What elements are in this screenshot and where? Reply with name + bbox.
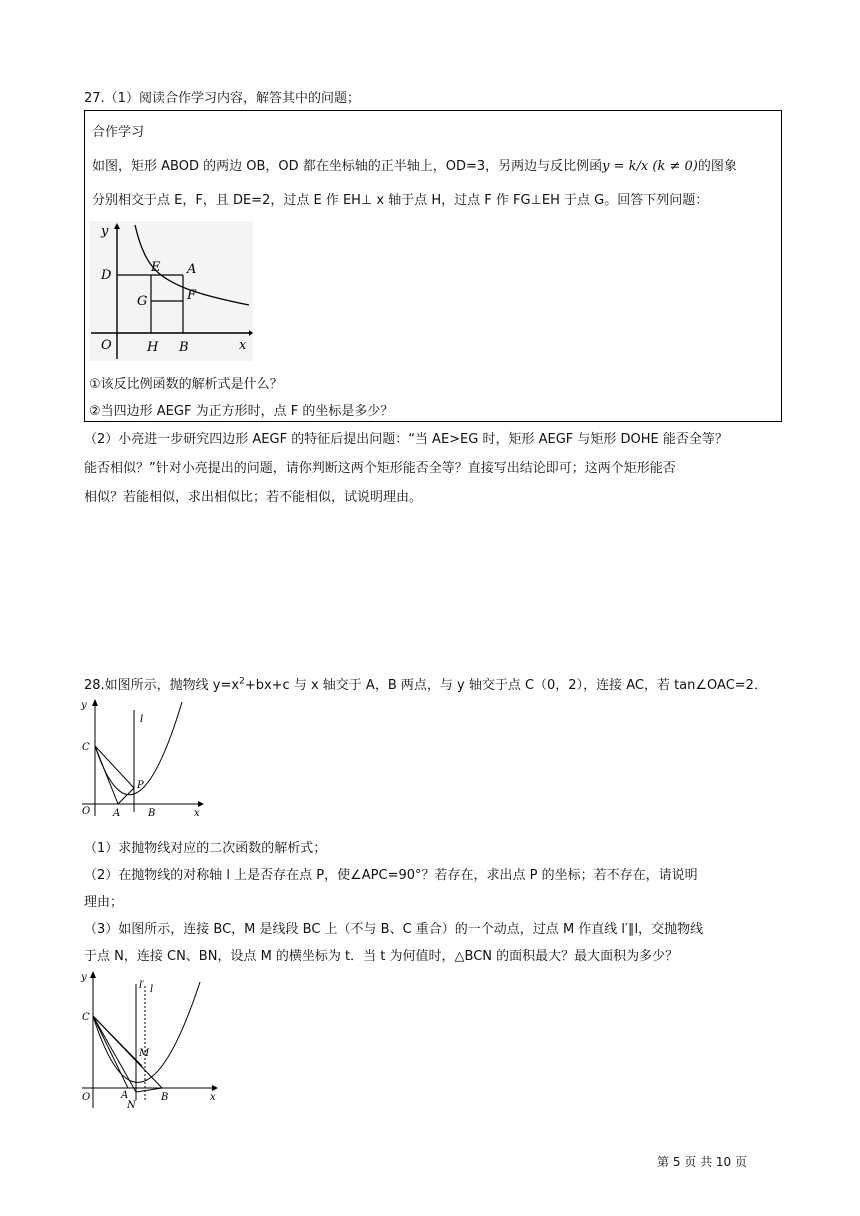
q28-part3-line2: 于点 N，连接 CN、BN，设点 M 的横坐标为 t．当 t 为何值时，△BCN 的面积最大？最大面积为多少？ — [84, 949, 679, 964]
label-O: O — [101, 338, 112, 353]
label-B: B — [179, 340, 189, 355]
inverse-function-formula: y = k/x (k ≠ 0) — [602, 159, 698, 174]
label-F: F — [187, 288, 197, 303]
q28-intro-a: 28.如图所示，抛物线 y=x — [84, 678, 240, 693]
label-H: H — [147, 340, 159, 355]
q27-part2-line1: （2）小亮进一步研究四边形 AEGF 的特征后提出问题：“当 AE>EG 时，矩形 AEGF 与矩形 DOHE 能否全等？ — [84, 432, 728, 447]
f2-label-y: y — [81, 972, 87, 983]
label-A: A — [187, 262, 197, 277]
f1-label-x: x — [194, 808, 200, 819]
label-D: D — [101, 268, 112, 283]
f1-label-O: O — [82, 806, 91, 817]
q27-part2-line3: 相似？若能相似，求出相似比；若不能相似，试说明理由。 — [84, 490, 423, 505]
label-y: y — [101, 224, 109, 239]
f2-label-B: B — [161, 1092, 169, 1103]
cooperative-learning-box — [84, 110, 782, 422]
f2-label-M: M — [139, 1048, 150, 1059]
q28-intro-sup: 2 — [239, 676, 245, 687]
q27-intro: 27.（1）阅读合作学习内容，解答其中的问题； — [84, 91, 360, 106]
page-footer: 第 5 页 共 10 页 — [657, 1155, 747, 1169]
label-x: x — [239, 338, 247, 353]
q28-part3-line1: （3）如图所示，连接 BC，M 是线段 BC 上（不与 B、C 重合）的一个动点，过点 M 作直线 l′∥l，交抛物线 — [84, 922, 704, 937]
q27-part2-line2: 能否相似？”针对小亮提出的问题，请你判断这两个矩形能否全等？直接写出结论即可；这两个矩形能否 — [84, 461, 676, 476]
f2-label-O: O — [82, 1092, 91, 1103]
f2-label-C: C — [82, 1012, 90, 1023]
sub-question-1: ①该反比例函数的解析式是什么？ — [89, 377, 283, 392]
f1-label-y: y — [81, 700, 87, 711]
f2-label-A: A — [121, 1090, 129, 1101]
f1-label-l: l — [140, 714, 144, 725]
box-line-1-tail: 的图象 — [697, 159, 737, 174]
q28-figure-1 — [78, 696, 208, 820]
f1-label-C: C — [82, 742, 90, 753]
box-title: 合作学习 — [92, 125, 145, 140]
label-G: G — [137, 294, 148, 309]
sub-question-2: ②当四边形 AEGF 为正方形时，点 F 的坐标是多少？ — [89, 404, 394, 419]
q28-part2-line2: 理由； — [84, 895, 124, 910]
f2-label-l: l — [150, 984, 154, 995]
f1-label-P: P — [137, 780, 144, 791]
q28-part2-line1: （2）在抛物线的对称轴 l 上是否存在点 P，使∠APC=90°？若存在，求出点 P 的坐标；若不存在，请说明 — [84, 868, 698, 883]
f2-label-l-prime: l′ — [139, 980, 145, 991]
box-line-2: 分别相交于点 E，F，且 DE=2，过点 E 作 EH⊥ x 轴于点 H，过点 F 作 FG⊥EH 于点 G。回答下列问题： — [92, 193, 709, 208]
q28-intro-b: +bx+c 与 x 轴交于 A，B 两点，与 y 轴交于点 C（0，2），连接 AC，若 tan∠OAC=2． — [244, 678, 767, 693]
f2-label-x: x — [210, 1092, 216, 1103]
q28-figure-2 — [78, 968, 224, 1114]
q28-part1: （1）求抛物线对应的二次函数的解析式； — [84, 841, 327, 856]
q28-intro — [84, 674, 767, 693]
box-line-1-text: 如图，矩形 ABOD 的两边 OB，OD 都在坐标轴的正半轴上，OD=3，另两边与反比例函 — [92, 159, 603, 174]
f2-label-N: N — [127, 1100, 136, 1111]
label-E: E — [151, 260, 161, 275]
f1-label-A: A — [113, 808, 121, 819]
q27-figure — [89, 221, 253, 361]
box-line-1 — [92, 155, 737, 174]
f1-label-B: B — [148, 808, 156, 819]
